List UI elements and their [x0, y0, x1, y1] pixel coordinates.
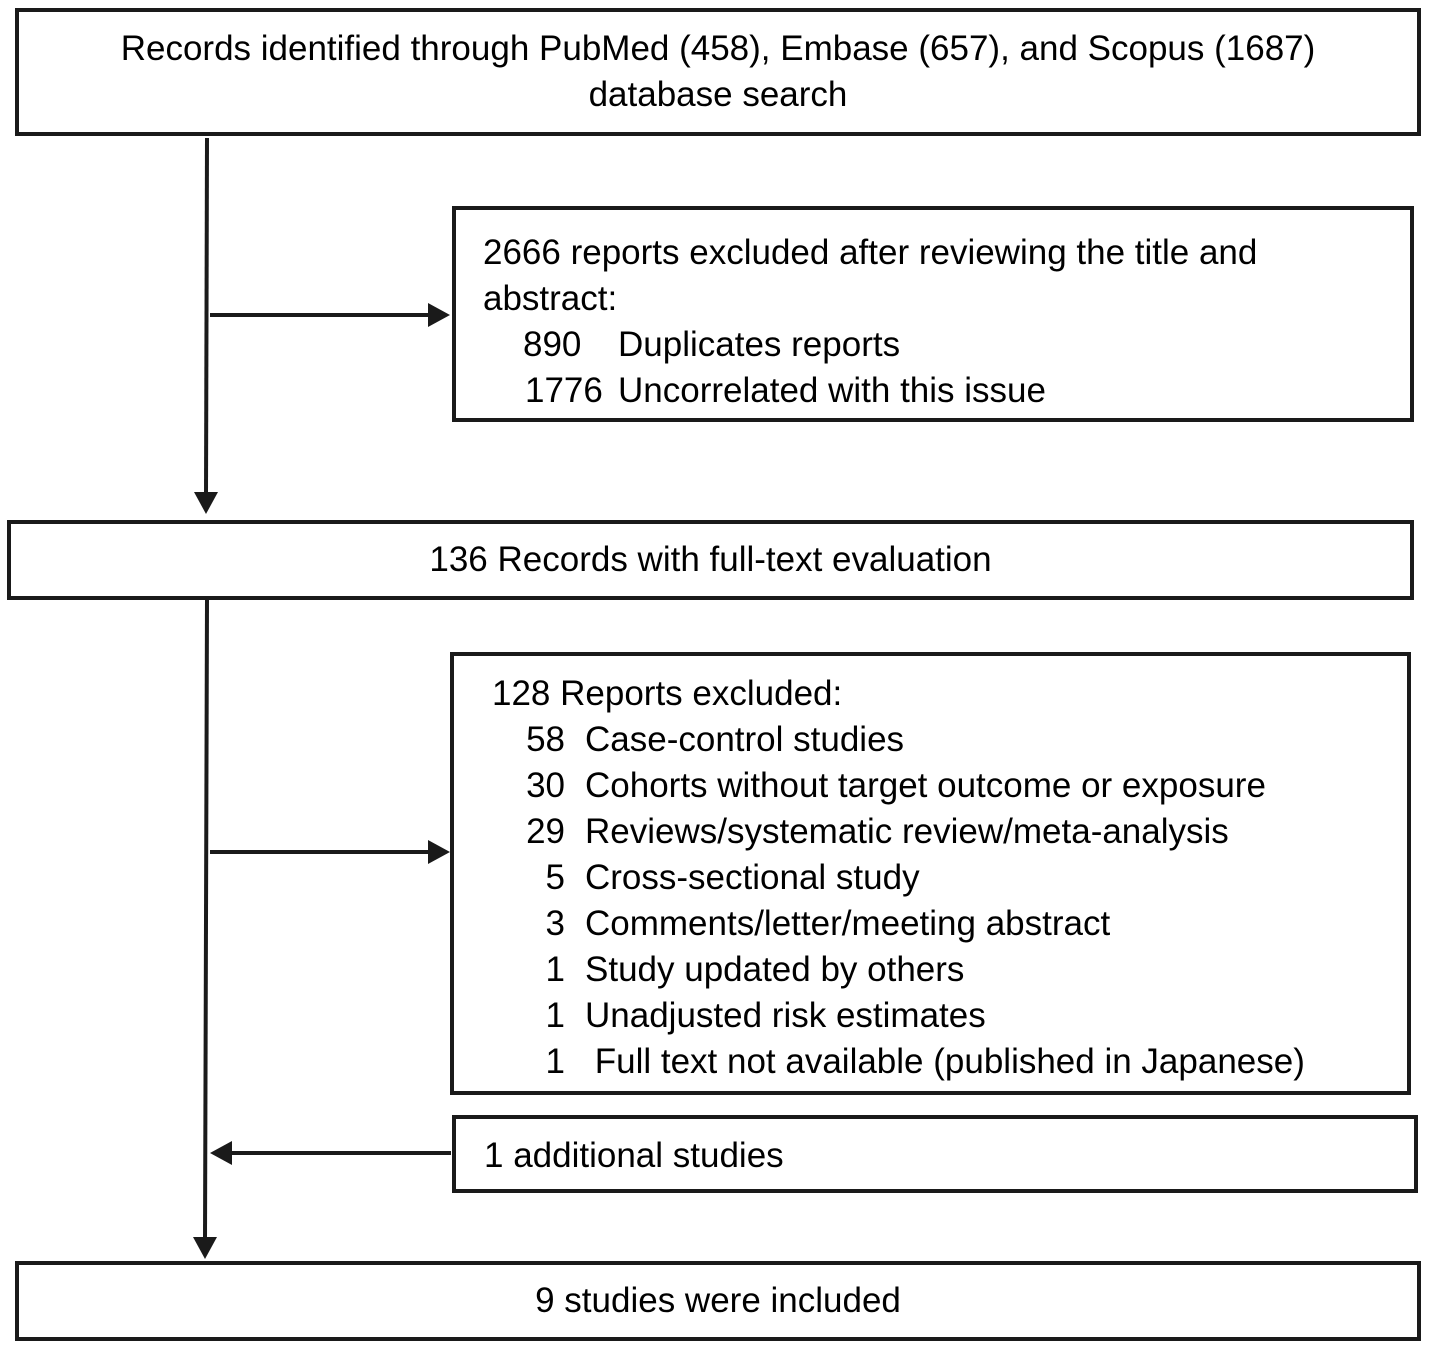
fulltext-exclusion-reason: Comments/letter/meeting abstract [585, 904, 1111, 943]
fulltext-exclusion-count: 3 [545, 904, 565, 943]
fulltext-exclusion-reason: Cohorts without target outcome or exposure [585, 766, 1266, 805]
fulltext-exclusion-item [492, 763, 1407, 809]
fulltext-exclusion-item [492, 809, 1407, 855]
fulltext-exclusion-item [492, 717, 1407, 763]
fulltext-exclusion-count: 1 [545, 996, 565, 1035]
screening-exclusion-count: 1776 [525, 371, 603, 410]
included-box [15, 1261, 1421, 1341]
additional-studies-box [452, 1115, 1418, 1193]
trunk-arrow-1 [206, 138, 207, 496]
fulltext-exclusion-count: 1 [545, 950, 565, 989]
fulltext-label: 136 Records with full-text evaluation [429, 540, 992, 579]
trunk-arrow-2 [205, 599, 207, 1240]
fulltext-exclusion-item [492, 993, 1407, 1039]
screening-exclusion-item [483, 368, 1410, 414]
fulltext-exclusion-count: 29 [526, 812, 565, 851]
fulltext-exclusion-count: 58 [526, 720, 565, 759]
fulltext-exclusion-box [450, 652, 1411, 1095]
trunk-arrowhead-2 [193, 1237, 217, 1259]
screening-exclusion-heading-line1: 2666 reports excluded after reviewing the title and [483, 233, 1258, 272]
included-label: 9 studies were included [535, 1281, 901, 1320]
screening-exclusion-item [483, 322, 1410, 368]
branch-arrowhead-fulltext [428, 840, 450, 864]
fulltext-exclusion-count: 30 [526, 766, 565, 805]
fulltext-exclusion-reason: Reviews/systematic review/meta-analysis [585, 812, 1229, 851]
screening-exclusion-reason: Uncorrelated with this issue [618, 371, 1046, 410]
screening-exclusion-heading-line2: abstract: [483, 279, 618, 318]
fulltext-exclusion-reason: Full text not available (published in Japanese) [585, 1042, 1305, 1081]
fulltext-exclusion-reason: Case-control studies [585, 720, 905, 759]
screening-exclusion-box [452, 206, 1414, 422]
fulltext-exclusion-item [492, 1039, 1407, 1085]
fulltext-exclusion-item [492, 901, 1407, 947]
identification-text-line1: Records identified through PubMed (458), Embase (657), and Scopus (1687) [120, 29, 1316, 68]
trunk-arrowhead-1 [194, 492, 218, 514]
fulltext-exclusion-item [492, 855, 1407, 901]
fulltext-box [7, 520, 1414, 600]
fulltext-exclusion-item [492, 947, 1407, 993]
fulltext-exclusion-heading: 128 Reports excluded: [492, 674, 843, 713]
branch-arrowhead-screening [428, 303, 450, 327]
identification-box [15, 8, 1421, 136]
screening-exclusion-reason: Duplicates reports [618, 325, 901, 364]
fulltext-exclusion-reason: Unadjusted risk estimates [585, 996, 986, 1035]
fulltext-exclusion-count: 5 [545, 858, 565, 897]
fulltext-exclusion-reason: Cross-sectional study [585, 858, 920, 897]
fulltext-exclusion-count: 1 [545, 1042, 565, 1081]
screening-exclusion-count: 890 [523, 325, 582, 364]
fulltext-exclusion-reason: Study updated by others [585, 950, 965, 989]
branch-arrowhead-additional [210, 1141, 232, 1165]
identification-text-line2: database search [588, 75, 848, 114]
additional-studies-label: 1 additional studies [484, 1136, 784, 1175]
